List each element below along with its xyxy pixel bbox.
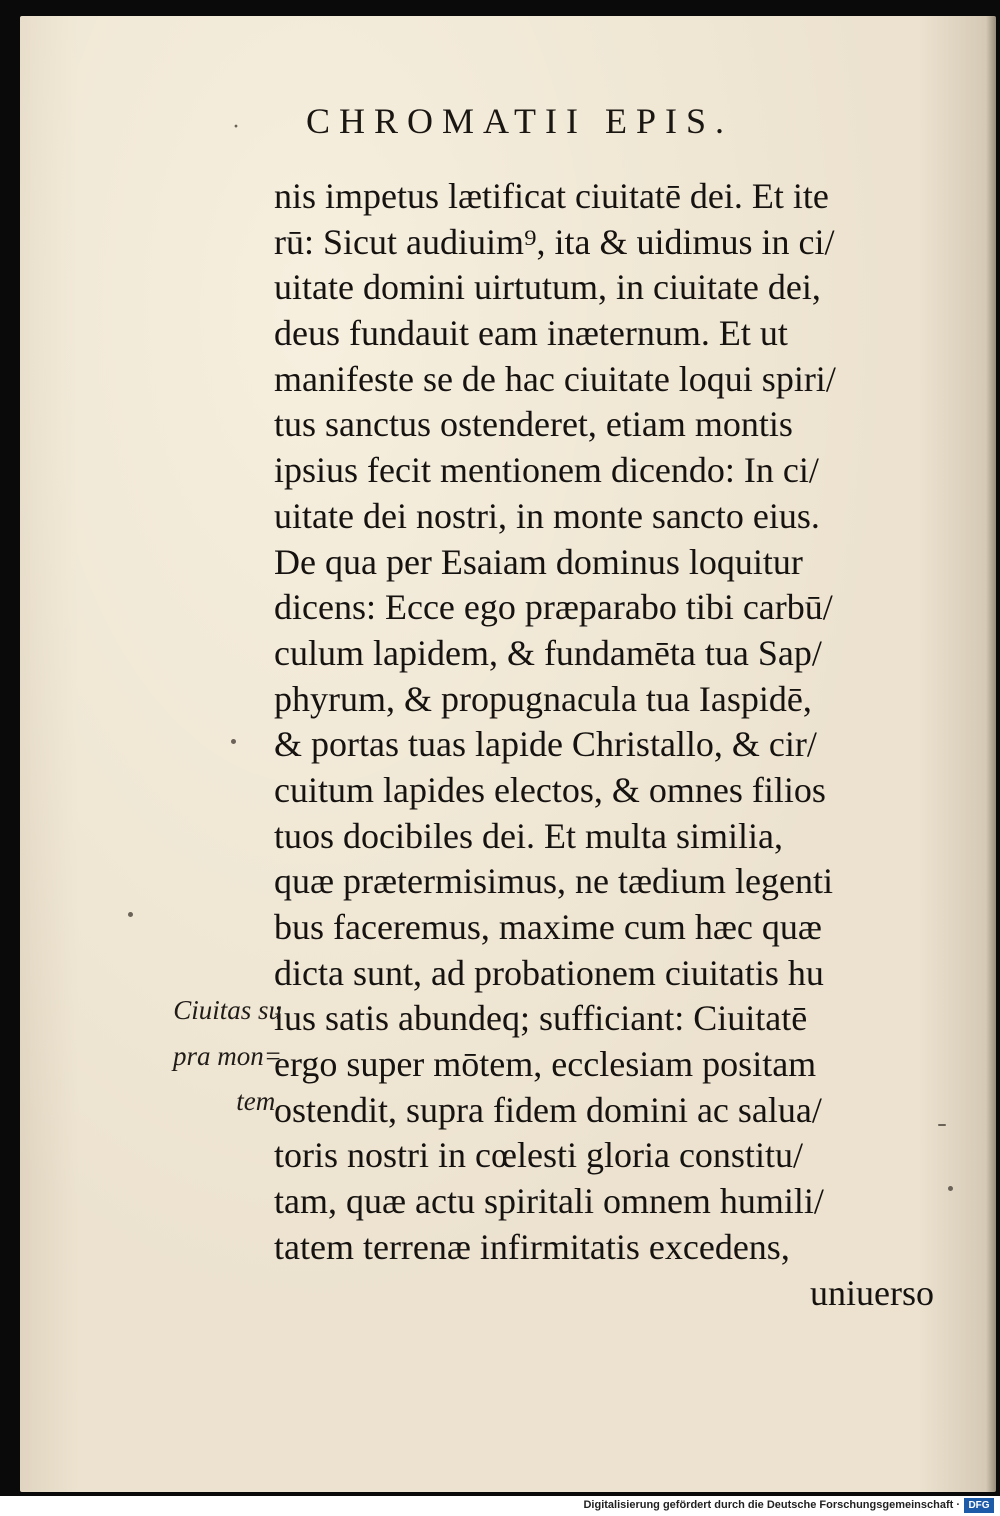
marginal-note — [130, 988, 282, 1125]
text-line: tam, quæ actu spiritali omnem humili/ — [274, 1181, 824, 1222]
text-line: manifeste se de hac ciuitate loqui spiri/ — [274, 358, 836, 399]
running-head: CHROMATII EPIS. — [306, 101, 734, 141]
running-head-mark: · — [232, 114, 240, 140]
marginal-note-line: tem. — [236, 1086, 282, 1117]
footer-credit: Digitalisierung gefördert durch die Deutsche Forschungsgemeinschaft · — [583, 1499, 960, 1511]
text-line: quæ prætermisimus, ne tædium legenti — [274, 861, 833, 902]
text-line: ipsius fecit mentionem dicendo: In ci/ — [274, 450, 819, 491]
text-line: tatem terrenæ infirmitatis excedens, — [274, 1226, 790, 1267]
text-line: bus faceremus, maxime cum hæc quæ — [274, 907, 822, 947]
text-line: ius satis abundeq; sufficiant: Ciuitatē — [274, 998, 808, 1039]
text-line: ostendit, supra fidem domini ac salua/ — [274, 1089, 822, 1130]
text-line: phyrum, & propugnacula tua Iaspidē, — [274, 678, 812, 719]
marginal-note-line: Ciuitas su — [173, 995, 282, 1025]
paper-speck — [231, 739, 236, 744]
paper-speck — [128, 912, 133, 917]
text-line: toris nostri in cœlesti gloria constitu/ — [274, 1135, 803, 1176]
page-edge-shadow — [986, 16, 996, 1492]
text-line: deus fundauit eam inæternum. Et ut — [274, 313, 788, 354]
paper-speck — [938, 1124, 946, 1126]
text-line: dicta sunt, ad probationem ciuitatis hu — [274, 952, 824, 993]
body-text — [274, 174, 954, 1316]
text-line: uitate domini uirtutum, in ciuitate dei, — [274, 267, 821, 308]
text-line: rū: Sicut audiuim⁹, ita & uidimus in ci/ — [274, 221, 835, 262]
digitization-footer — [0, 1496, 1000, 1516]
text-line: culum lapidem, & fundamēta tua Sap/ — [274, 632, 822, 673]
text-line: ergo super mōtem, ecclesiam positam — [274, 1044, 817, 1085]
dfg-logo: DFG — [964, 1498, 994, 1513]
paper-speck — [948, 1186, 953, 1191]
book-page — [20, 16, 996, 1492]
text-line: dicens: Ecce ego præparabo tibi carbū/ — [274, 587, 833, 628]
text-line: cuitum lapides electos, & omnes filios — [274, 769, 826, 810]
marginal-note-line: pra mon= — [173, 1040, 282, 1071]
text-line: & portas tuas lapide Christallo, & cir/ — [274, 724, 817, 765]
text-line: uitate dei nostri, in monte sancto eius. — [274, 495, 820, 536]
text-line: De qua per Esaiam dominus loquitur — [274, 541, 803, 582]
catchword: uniuerso — [810, 1272, 934, 1313]
text-line: tuos docibiles dei. Et multa similia, — [274, 815, 783, 856]
text-line: nis impetus lætificat ciuitatē dei. Et ite — [274, 176, 829, 216]
text-line: tus sanctus ostenderet, etiam montis — [274, 404, 793, 445]
